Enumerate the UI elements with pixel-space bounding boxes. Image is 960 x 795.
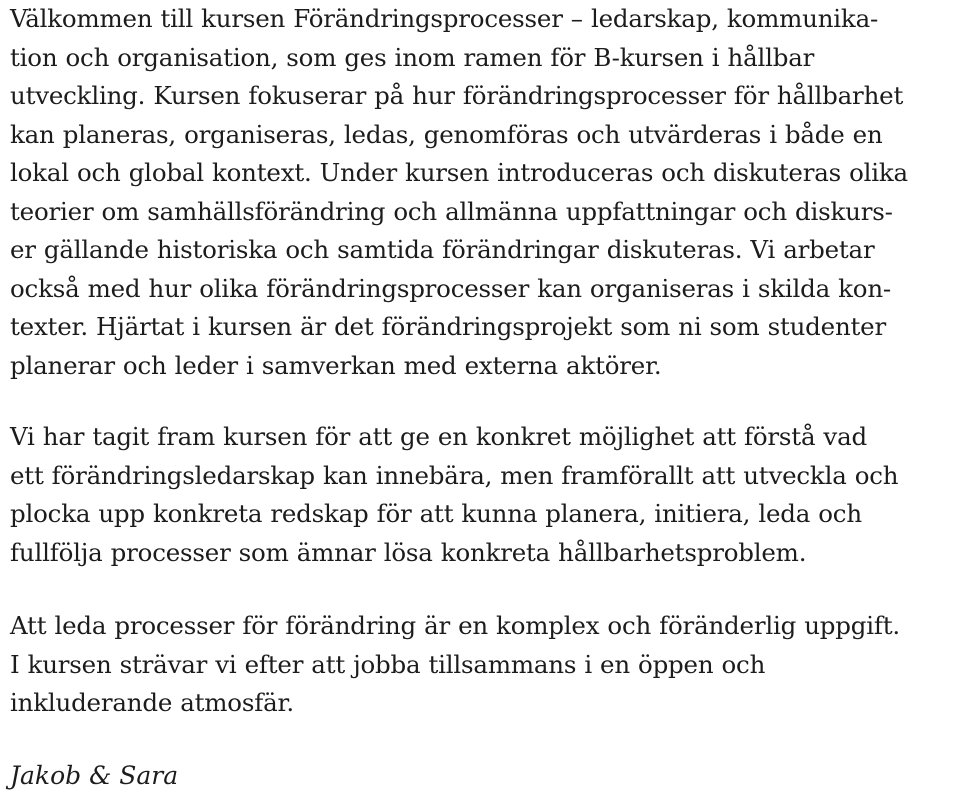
paragraph-line: texter. Hjärtat i kursen är det förändringsprojekt som ni som studenter [10,312,886,341]
paragraph-line: Att leda processer för förändring är en komplex och föränderlig uppgift. [10,611,900,640]
paragraph-line: också med hur olika förändringsprocesser kan organiseras i skilda kon- [10,273,891,303]
signature: Jakob & Sara [10,761,179,790]
paragraph-line: fullfölja processer som ämnar lösa konkreta hållbarhetsproblem. [10,537,807,567]
paragraph-line: I kursen strävar vi efter att jobba tillsammans i en öppen och [10,649,766,679]
paragraph-intro [10,0,908,385]
paragraph-purpose [10,418,898,572]
paragraph-line: utveckling. Kursen fokuserar på hur förändringsprocesser för hållbarhet [10,81,904,110]
paragraph-line: lokal och global kontext. Under kursen introduceras och diskuteras olika [10,158,908,187]
paragraph-line: planerar och leder i samverkan med externa aktörer. [10,350,662,380]
paragraph-line: Välkommen till kursen Förändringsprocesser – ledarskap, kommunika- [10,4,879,33]
paragraph-atmosphere [10,607,900,723]
paragraph-line: Vi har tagit fram kursen för att ge en konkret möjlighet att förstå vad [10,422,867,451]
paragraph-line: er gällande historiska och samtida förändringar diskuteras. Vi arbetar [10,235,875,264]
paragraph-line: kan planeras, organiseras, ledas, genomföras och utvärderas i både en [10,119,883,149]
paragraph-line: inkluderande atmosfär. [10,688,294,717]
paragraph-line: plocka upp konkreta redskap för att kunna planera, initiera, leda och [10,499,862,528]
paragraph-line: ett förändringsledarskap kan innebära, men framförallt att utveckla och [10,460,899,490]
paragraph-line: teorier om samhällsförändring och allmänna uppfattningar och diskurs- [10,196,893,226]
paragraph-line: tion och organisation, som ges inom ramen för B-kursen i hållbar [10,42,815,72]
